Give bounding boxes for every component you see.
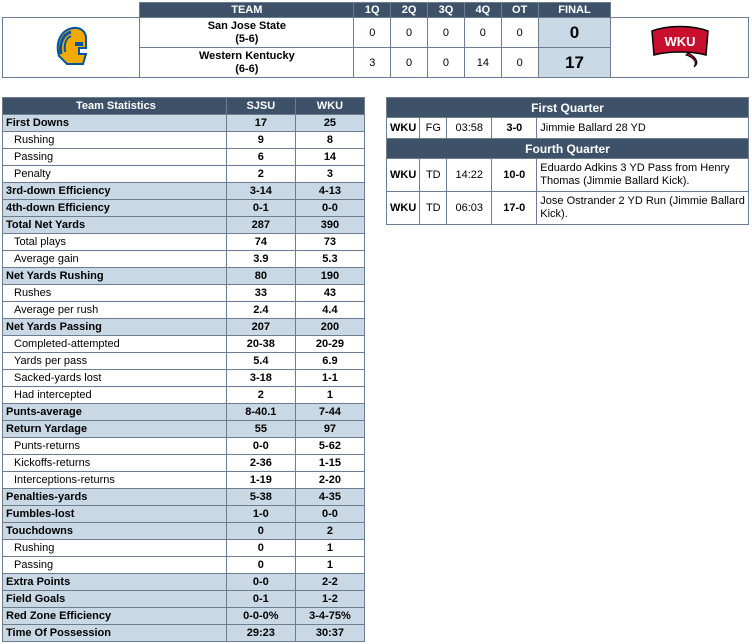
wku-q1: 3 [354, 48, 391, 78]
stat-label: Field Goals [3, 591, 227, 608]
quarter-header-row [387, 98, 749, 118]
stat-sjsu-value: 29:23 [226, 625, 295, 642]
play-team: WKU [387, 192, 420, 225]
stat-wku-value: 14 [295, 149, 364, 166]
stat-sjsu-value: 8-40.1 [226, 404, 295, 421]
stats-header-sjsu: SJSU [226, 98, 295, 115]
team-name: Western Kentucky [198, 49, 295, 62]
stat-sjsu-value: 9 [226, 132, 295, 149]
stats-row [3, 404, 365, 421]
stats-row [3, 234, 365, 251]
scoring-summary-body [387, 98, 749, 225]
stat-label: Punts-average [3, 404, 227, 421]
header-q4: 4Q [464, 3, 501, 18]
wku-logo [648, 23, 712, 69]
stat-label: Net Yards Passing [3, 319, 227, 336]
stat-label: First Downs [3, 115, 227, 132]
sjsu-q1: 0 [354, 18, 391, 48]
wku-q4: 14 [464, 48, 501, 78]
play-team: WKU [387, 118, 420, 139]
scoreboard-header-row [3, 3, 749, 18]
stat-sjsu-value: 3.9 [226, 251, 295, 268]
scoring-summary-table [386, 97, 749, 225]
stat-sjsu-value: 17 [226, 115, 295, 132]
wku-final: 17 [538, 48, 611, 78]
scoring-play-row [387, 159, 749, 192]
team-name-wku [140, 48, 354, 78]
stat-sjsu-value: 0-0 [226, 438, 295, 455]
stat-sjsu-value: 80 [226, 268, 295, 285]
stat-sjsu-value: 2-36 [226, 455, 295, 472]
team-row-sjsu [3, 18, 749, 48]
stat-sjsu-value: 5.4 [226, 353, 295, 370]
quarter-title: Fourth Quarter [387, 139, 749, 159]
stat-sjsu-value: 3-14 [226, 183, 295, 200]
stats-row [3, 166, 365, 183]
stat-sjsu-value: 0-0-0% [226, 608, 295, 625]
stats-row [3, 438, 365, 455]
stat-wku-value: 1-2 [295, 591, 364, 608]
header-q2: 2Q [391, 3, 428, 18]
stat-wku-value: 97 [295, 421, 364, 438]
stat-sjsu-value: 2 [226, 166, 295, 183]
stat-wku-value: 1-15 [295, 455, 364, 472]
stat-sjsu-value: 0-0 [226, 574, 295, 591]
stat-label: Average per rush [3, 302, 227, 319]
stat-label: Rushes [3, 285, 227, 302]
quarter-header-row [387, 139, 749, 159]
stat-sjsu-value: 6 [226, 149, 295, 166]
stat-wku-value: 5-62 [295, 438, 364, 455]
stat-wku-value: 200 [295, 319, 364, 336]
stat-wku-value: 190 [295, 268, 364, 285]
stat-sjsu-value: 55 [226, 421, 295, 438]
stats-header-row [3, 98, 365, 115]
wku-q3: 0 [428, 48, 465, 78]
stat-wku-value: 5.3 [295, 251, 364, 268]
scoring-play-row [387, 192, 749, 225]
play-time: 03:58 [447, 118, 492, 139]
play-description: Jimmie Ballard 28 YD [537, 118, 749, 139]
stat-sjsu-value: 207 [226, 319, 295, 336]
stat-wku-value: 1 [295, 387, 364, 404]
play-score: 10-0 [492, 159, 537, 192]
stat-label: Interceptions-returns [3, 472, 227, 489]
sjsu-q4: 0 [464, 18, 501, 48]
stat-label: Time Of Possession [3, 625, 227, 642]
team-name: San Jose State [207, 19, 286, 32]
stat-sjsu-value: 2 [226, 387, 295, 404]
stat-wku-value: 1-1 [295, 370, 364, 387]
stats-row [3, 336, 365, 353]
stats-header-wku: WKU [295, 98, 364, 115]
stats-row [3, 523, 365, 540]
stat-label: Average gain [3, 251, 227, 268]
stats-row [3, 421, 365, 438]
stat-label: Rushing [3, 132, 227, 149]
stat-label: Sacked-yards lost [3, 370, 227, 387]
stat-wku-value: 8 [295, 132, 364, 149]
play-type: TD [420, 159, 447, 192]
stats-row [3, 625, 365, 642]
play-team: WKU [387, 159, 420, 192]
stats-row [3, 608, 365, 625]
play-type: FG [420, 118, 447, 139]
stat-wku-value: 4-35 [295, 489, 364, 506]
stat-wku-value: 3-4-75% [295, 608, 364, 625]
stats-row [3, 149, 365, 166]
stat-wku-value: 0-0 [295, 200, 364, 217]
sjsu-logo-cell [3, 18, 140, 78]
play-description: Eduardo Adkins 3 YD Pass from Henry Thomas (Jimmie Ballard Kick). [537, 159, 749, 192]
wku-ot: 0 [501, 48, 538, 78]
stats-row [3, 132, 365, 149]
team-name-sjsu [140, 18, 354, 48]
stats-row [3, 319, 365, 336]
header-q3: 3Q [428, 3, 465, 18]
stats-row [3, 540, 365, 557]
team-record: (5-6) [235, 32, 259, 45]
stat-label: Punts-returns [3, 438, 227, 455]
stat-sjsu-value: 1-0 [226, 506, 295, 523]
sjsu-q3: 0 [428, 18, 465, 48]
stat-sjsu-value: 0-1 [226, 200, 295, 217]
sjsu-q2: 0 [391, 18, 428, 48]
wku-logo-text: WKU [664, 34, 696, 49]
header-q1: 1Q [354, 3, 391, 18]
stat-label: Net Yards Rushing [3, 268, 227, 285]
stat-sjsu-value: 2.4 [226, 302, 295, 319]
stat-wku-value: 7-44 [295, 404, 364, 421]
stats-row [3, 302, 365, 319]
team-record: (6-6) [235, 62, 259, 75]
stats-row [3, 217, 365, 234]
stats-row [3, 557, 365, 574]
team-statistics-body [3, 98, 365, 642]
play-time: 06:03 [447, 192, 492, 225]
header-team: TEAM [140, 3, 354, 18]
stat-wku-value: 25 [295, 115, 364, 132]
stat-label: Total plays [3, 234, 227, 251]
stats-row [3, 251, 365, 268]
stat-sjsu-value: 5-38 [226, 489, 295, 506]
stat-label: Yards per pass [3, 353, 227, 370]
stats-row [3, 591, 365, 608]
stat-wku-value: 390 [295, 217, 364, 234]
stat-sjsu-value: 33 [226, 285, 295, 302]
stat-wku-value: 2-20 [295, 472, 364, 489]
stat-label: Red Zone Efficiency [3, 608, 227, 625]
header-final: FINAL [538, 3, 611, 18]
stat-sjsu-value: 1-19 [226, 472, 295, 489]
stat-wku-value: 0-0 [295, 506, 364, 523]
stats-row [3, 387, 365, 404]
stat-label: Passing [3, 149, 227, 166]
stat-label: Return Yardage [3, 421, 227, 438]
sjsu-ot: 0 [501, 18, 538, 48]
blank-cell [3, 3, 140, 18]
blank-cell [611, 3, 749, 18]
stat-sjsu-value: 0 [226, 540, 295, 557]
stat-label: Penalties-yards [3, 489, 227, 506]
stat-sjsu-value: 0 [226, 557, 295, 574]
stats-row [3, 455, 365, 472]
stat-wku-value: 3 [295, 166, 364, 183]
stat-sjsu-value: 287 [226, 217, 295, 234]
stats-row [3, 285, 365, 302]
stat-label: Passing [3, 557, 227, 574]
stat-sjsu-value: 0-1 [226, 591, 295, 608]
play-time: 14:22 [447, 159, 492, 192]
stat-wku-value: 6.9 [295, 353, 364, 370]
stats-row [3, 574, 365, 591]
stat-wku-value: 4.4 [295, 302, 364, 319]
stat-wku-value: 30:37 [295, 625, 364, 642]
stats-row [3, 115, 365, 132]
stats-row [3, 183, 365, 200]
stats-row [3, 268, 365, 285]
stats-row [3, 370, 365, 387]
sjsu-final: 0 [538, 18, 611, 48]
header-ot: OT [501, 3, 538, 18]
stat-wku-value: 43 [295, 285, 364, 302]
stat-label: Fumbles-lost [3, 506, 227, 523]
stat-wku-value: 1 [295, 540, 364, 557]
wku-q2: 0 [391, 48, 428, 78]
stats-row [3, 489, 365, 506]
stat-sjsu-value: 3-18 [226, 370, 295, 387]
stat-sjsu-value: 74 [226, 234, 295, 251]
stat-label: 4th-down Efficiency [3, 200, 227, 217]
play-description: Jose Ostrander 2 YD Run (Jimmie Ballard Kick). [537, 192, 749, 225]
wku-logo-cell [611, 18, 749, 78]
team-statistics-table [2, 97, 365, 642]
stat-wku-value: 2 [295, 523, 364, 540]
stat-sjsu-value: 20-38 [226, 336, 295, 353]
stats-row [3, 200, 365, 217]
spartan-helmet-logo [53, 24, 89, 68]
stat-label: Rushing [3, 540, 227, 557]
stats-row [3, 472, 365, 489]
scoreboard [2, 2, 749, 78]
stat-wku-value: 4-13 [295, 183, 364, 200]
stat-label: Total Net Yards [3, 217, 227, 234]
stat-wku-value: 20-29 [295, 336, 364, 353]
stats-header-label: Team Statistics [3, 98, 227, 115]
stat-wku-value: 73 [295, 234, 364, 251]
stat-sjsu-value: 0 [226, 523, 295, 540]
stat-label: Had intercepted [3, 387, 227, 404]
stat-wku-value: 1 [295, 557, 364, 574]
play-type: TD [420, 192, 447, 225]
scoring-play-row [387, 118, 749, 139]
quarter-title: First Quarter [387, 98, 749, 118]
play-score: 3-0 [492, 118, 537, 139]
stat-label: Penalty [3, 166, 227, 183]
stat-label: Touchdowns [3, 523, 227, 540]
stat-label: Completed-attempted [3, 336, 227, 353]
stat-wku-value: 2-2 [295, 574, 364, 591]
stat-label: Kickoffs-returns [3, 455, 227, 472]
stats-row [3, 506, 365, 523]
stat-label: Extra Points [3, 574, 227, 591]
play-score: 17-0 [492, 192, 537, 225]
stats-row [3, 353, 365, 370]
stat-label: 3rd-down Efficiency [3, 183, 227, 200]
